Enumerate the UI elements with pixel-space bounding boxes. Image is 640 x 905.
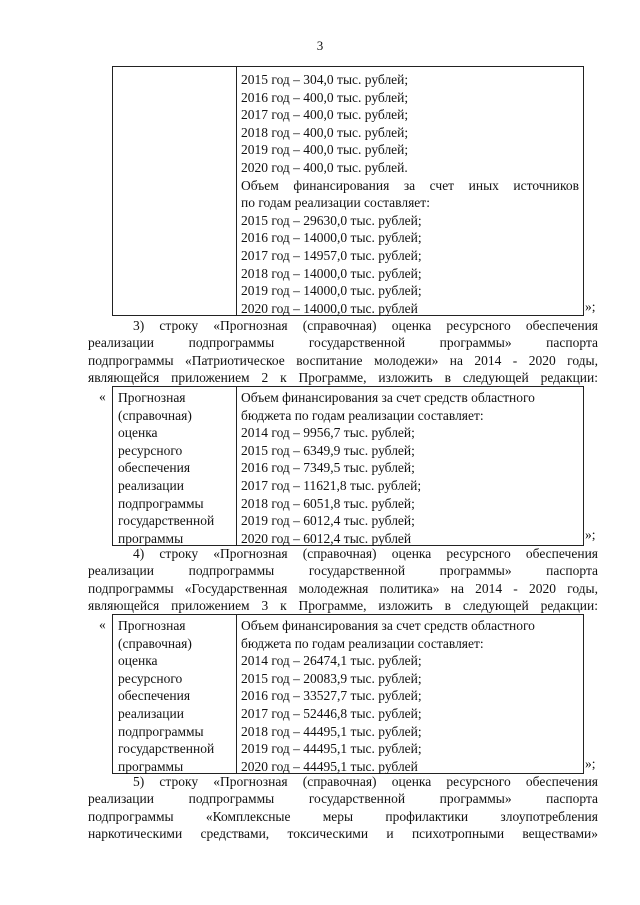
funding-heading-line: Объем финансирования за счет средств областного — [241, 618, 535, 633]
paragraph-line: 4) строку «Прогнозная (справочная) оценка ресурсного обеспечения — [133, 546, 598, 561]
table-right-column — [241, 617, 579, 775]
label-line: (справочная) — [118, 407, 192, 423]
label-line: ресурсного — [118, 670, 183, 686]
label-line: обеспечения — [118, 460, 191, 476]
funding-line: 2014 год – 9956,7 тыс. рублей; — [241, 425, 415, 441]
funding-line: 2018 год – 6051,8 тыс. рублей; — [241, 495, 415, 511]
open-quote-mark: « — [99, 617, 106, 632]
label-line: подпрограммы — [118, 495, 204, 511]
table-left-column-text — [118, 617, 236, 775]
label-line: ресурсного — [118, 442, 183, 458]
open-quote-mark: « — [99, 389, 106, 404]
funding-table-youth-policy — [112, 614, 584, 774]
funding-line: 2019 год – 14000,0 тыс. рублей; — [241, 283, 422, 299]
paragraph-5 — [88, 773, 598, 843]
paragraph-line: подпрограммы «Патриотическое воспитание молодежи» на 2014 - 2020 годы, — [88, 352, 598, 368]
funding-line: 2019 год – 6012,4 тыс. рублей; — [241, 513, 415, 529]
label-line: (справочная) — [118, 635, 192, 651]
funding-line: 2016 год – 33527,7 тыс. рублей; — [241, 688, 422, 704]
close-quote-mark: »; — [585, 527, 596, 542]
funding-line: 2017 год – 14957,0 тыс. рублей; — [241, 247, 422, 263]
funding-heading-line: бюджета по годам реализации составляет: — [241, 635, 484, 651]
funding-line: 2020 год – 6012,4 тыс. рублей — [241, 530, 412, 546]
funding-line: 2015 год – 29630,0 тыс. рублей; — [241, 212, 422, 228]
funding-line: 2017 год – 400,0 тыс. рублей; — [241, 107, 409, 123]
label-line: оценка — [118, 425, 158, 441]
label-line: государственной — [118, 741, 215, 757]
paragraph-line: 5) строку «Прогнозная (справочная) оценка ресурсного обеспечения — [133, 774, 598, 789]
funding-line: 2014 год – 26474,1 тыс. рублей; — [241, 653, 422, 669]
label-line: подпрограммы — [118, 723, 204, 739]
paragraph-line: наркотическими средствами, токсическими и психотропными веществами» — [88, 826, 598, 842]
funding-line: 2020 год – 14000,0 тыс. рублей — [241, 300, 418, 316]
funding-heading-line: Объем финансирования за счет средств областного — [241, 390, 535, 405]
funding-line: 2020 год – 44495,1 тыс. рублей — [241, 758, 418, 774]
page-number: 3 — [316, 38, 324, 53]
paragraph-line: подпрограммы «Комплексные меры профилактики злоупотребления — [88, 808, 598, 824]
table-left-column-empty — [113, 67, 237, 315]
funding-line: 2018 год – 44495,1 тыс. рублей; — [241, 723, 422, 739]
paragraph-line: подпрограммы «Государственная молодежная политика» на 2014 - 2020 годы, — [88, 580, 598, 596]
funding-table-continued — [112, 66, 584, 316]
paragraph-line: реализации подпрограммы государственной программы» паспорта — [88, 563, 598, 579]
label-line: обеспечения — [118, 688, 191, 704]
paragraph-line: реализации подпрограммы государственной программы» паспорта — [88, 335, 598, 351]
label-line: реализации — [118, 705, 184, 721]
funding-heading-line: Объем финансирования за счет иных источников — [241, 177, 579, 193]
funding-line: 2015 год – 304,0 тыс. рублей; — [241, 72, 409, 87]
label-line: реализации — [118, 477, 184, 493]
label-line: оценка — [118, 653, 158, 669]
label-line: государственной — [118, 513, 215, 529]
paragraph-line: являющейся приложением 2 к Программе, изложить в следующей редакции: — [88, 370, 598, 386]
label-line: Прогнозная — [118, 390, 186, 405]
close-quote-mark: »; — [585, 756, 596, 771]
close-quote-mark: »; — [585, 299, 596, 314]
table-right-column — [241, 389, 579, 547]
paragraph-line: 3) строку «Прогнозная (справочная) оценка ресурсного обеспечения — [133, 318, 598, 333]
funding-line: 2016 год – 7349,5 тыс. рублей; — [241, 460, 415, 476]
funding-line: 2019 год – 400,0 тыс. рублей; — [241, 142, 409, 158]
label-line: Прогнозная — [118, 618, 186, 633]
paragraph-line: являющейся приложением 3 к Программе, изложить в следующей редакции: — [88, 598, 598, 614]
label-line: программы — [118, 758, 184, 774]
table-right-column — [241, 71, 579, 317]
paragraph-4 — [88, 545, 598, 615]
paragraph-line: реализации подпрограммы государственной программы» паспорта — [88, 791, 598, 807]
funding-line: 2015 год – 20083,9 тыс. рублей; — [241, 670, 422, 686]
funding-line: 2016 год – 400,0 тыс. рублей; — [241, 89, 409, 105]
funding-line: 2020 год – 400,0 тыс. рублей. — [241, 159, 408, 175]
funding-line: 2017 год – 52446,8 тыс. рублей; — [241, 705, 422, 721]
funding-heading-line: по годам реализации составляет: — [241, 195, 430, 211]
funding-line: 2017 год – 11621,8 тыс. рублей; — [241, 477, 422, 493]
funding-line: 2016 год – 14000,0 тыс. рублей; — [241, 230, 422, 246]
funding-table-patriotic — [112, 386, 584, 546]
funding-line: 2018 год – 14000,0 тыс. рублей; — [241, 265, 422, 281]
label-line: программы — [118, 530, 184, 546]
paragraph-3 — [88, 317, 598, 387]
table-left-column-text — [118, 389, 236, 547]
funding-line: 2018 год – 400,0 тыс. рублей; — [241, 124, 409, 140]
funding-line: 2019 год – 44495,1 тыс. рублей; — [241, 741, 422, 757]
funding-line: 2015 год – 6349,9 тыс. рублей; — [241, 442, 415, 458]
funding-heading-line: бюджета по годам реализации составляет: — [241, 407, 484, 423]
